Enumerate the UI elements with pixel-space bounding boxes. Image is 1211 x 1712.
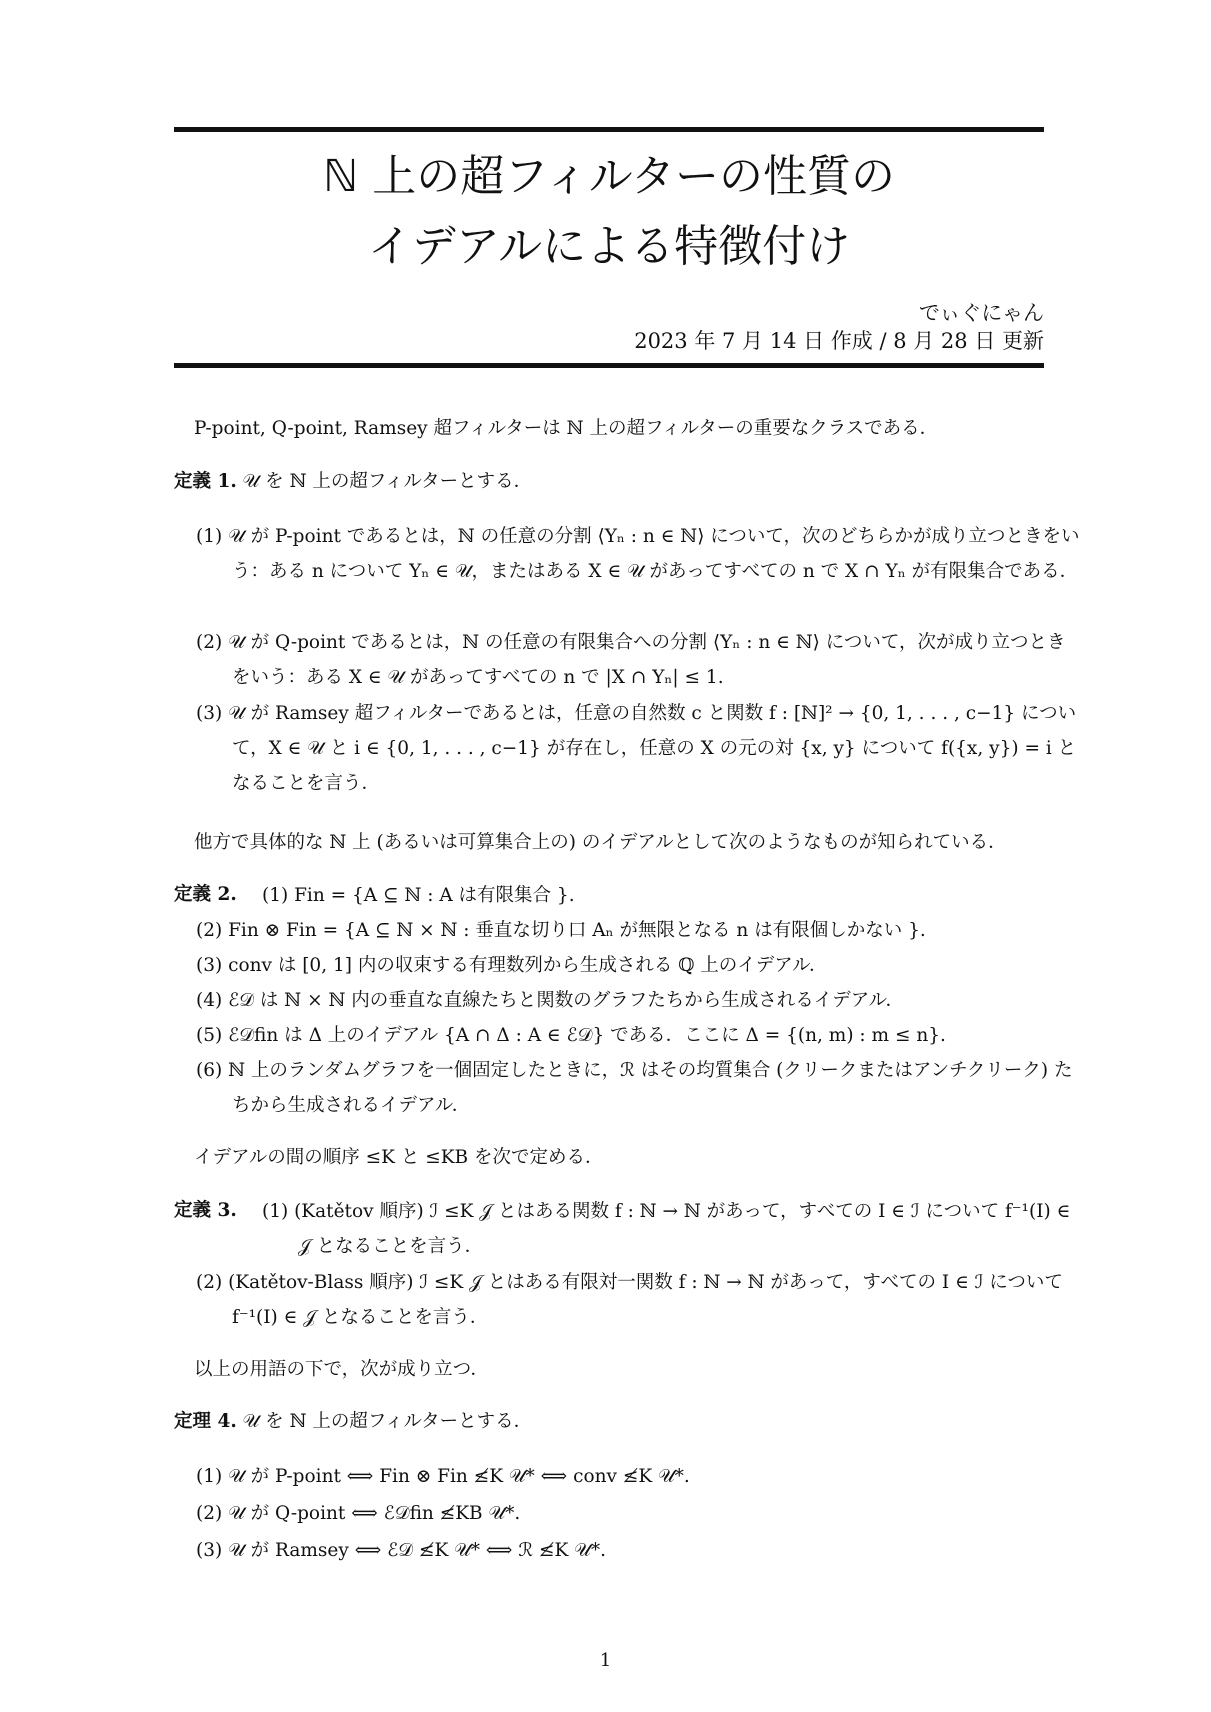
definition-2-head: 定義 2. [174,884,237,905]
thm4-item-3: (3) 𝒰 が Ramsey ⟺ ℰ𝒟 ≰K 𝒰* ⟺ ℛ ≰K 𝒰*. [196,1540,606,1561]
title-line-1: ℕ 上の超フィルターの性質の [323,151,895,202]
def3-item-1: (1) (Katětov 順序) ℐ ≤K 𝒥 とはある関数 f : ℕ → ℕ があって，すべての I ∈ ℐ について f⁻¹(I) ∈ 𝒥 となることを言う． [262,1201,1071,1257]
def1-item-2: (2) 𝒰 が Q-point であるとは，ℕ の任意の有限集合への分割 ⟨Yₙ : n ∈ ℕ⟩ について，次が成り立つときをいう：ある X ∈ 𝒰 があってすべての n で |X ∩ Yₙ| ≤ 1. [196,632,1066,688]
def2-item-2: (2) Fin ⊗ Fin = {A ⊆ ℕ × ℕ : 垂直な切り口 Aₙ が無限となる n は有限個しかない }. [196,920,926,941]
paragraph-2: 他方で具体的な ℕ 上 (あるいは可算集合上の) のイデアルとして次のようなものが知られている． [194,832,1007,853]
title-line-2: イデアルによる特徴付け [367,221,851,272]
definition-1-head: 定義 1. [174,471,237,492]
page-number: 1 [599,1650,612,1671]
def1-item-3: (3) 𝒰 が Ramsey 超フィルターであるとは，任意の自然数 c と関数 f : [ℕ]² → {0, 1, . . . , c−1} について，X ∈ 𝒰 と i ∈ {0, 1, . . . , c−1} が存在し，任意の X の元の対 {x, y} について f({x, y}) = i となることを言う． [196,703,1077,794]
def1-item-1: (1) 𝒰 が P-point であるとは，ℕ の任意の分割 ⟨Yₙ : n ∈ ℕ⟩ について，次のどちらかが成り立つときをいう：ある n について Yₙ ∈ 𝒰，またはある X ∈ 𝒰 があってすべての n で X ∩ Yₙ が有限集合である． [196,526,1080,582]
def2-item-5: (5) ℰ𝒟fin は Δ 上のイデアル {A ∩ Δ : A ∈ ℰ𝒟} である．ここに Δ = {(n, m) : m ≤ n}. [196,1025,946,1046]
intro-paragraph: P-point, Q-point, Ramsey 超フィルターは ℕ 上の超フィルターの重要なクラスである． [194,418,939,439]
author-name: でぃぐにゃん [918,301,1044,325]
def2-item-6: (6) ℕ 上のランダムグラフを一個固定したときに，ℛ はその均質集合 (クリークまたはアンチクリーク) たちから生成されるイデアル． [196,1060,1073,1116]
definition-1-text: 𝒰 を ℕ 上の超フィルターとする． [242,471,533,492]
def3-item-2: (2) (Katětov-Blass 順序) ℐ ≤K 𝒥 とはある有限対一関数 f : ℕ → ℕ があって，すべての I ∈ ℐ について f⁻¹(I) ∈ 𝒥 となることを言う． [196,1272,1063,1328]
theorem-4-text: 𝒰 を ℕ 上の超フィルターとする． [242,1411,533,1432]
def2-item-3: (3) conv は [0, 1] 内の収束する有理数列から生成される ℚ 上のイデアル． [196,955,828,976]
definition-3-head: 定義 3. [174,1200,237,1221]
def2-item-4: (4) ℰ𝒟 は ℕ × ℕ 内の垂直な直線たちと関数のグラフたちから生成されるイデアル． [196,990,905,1011]
top-rule [174,127,1044,132]
def2-item-1: (1) Fin = {A ⊆ ℕ : A は有限集合 }. [262,885,575,906]
theorem-4 [174,1405,1044,1439]
date-line: 2023 年 7 月 14 日 作成 / 8 月 28 日 更新 [634,329,1044,353]
theorem-4-head: 定理 4. [174,1411,237,1432]
definition-1 [174,465,1044,499]
thm4-item-2: (2) 𝒰 が Q-point ⟺ ℰ𝒟fin ≰KB 𝒰*. [196,1503,521,1524]
bottom-rule [174,363,1044,368]
thm4-item-1: (1) 𝒰 が P-point ⟺ Fin ⊗ Fin ≰K 𝒰* ⟺ conv ≰K 𝒰*. [196,1466,690,1487]
paragraph-4: 以上の用語の下で，次が成り立つ． [194,1359,489,1380]
paragraph-3: イデアルの間の順序 ≤K と ≤KB を次で定める． [194,1147,604,1168]
